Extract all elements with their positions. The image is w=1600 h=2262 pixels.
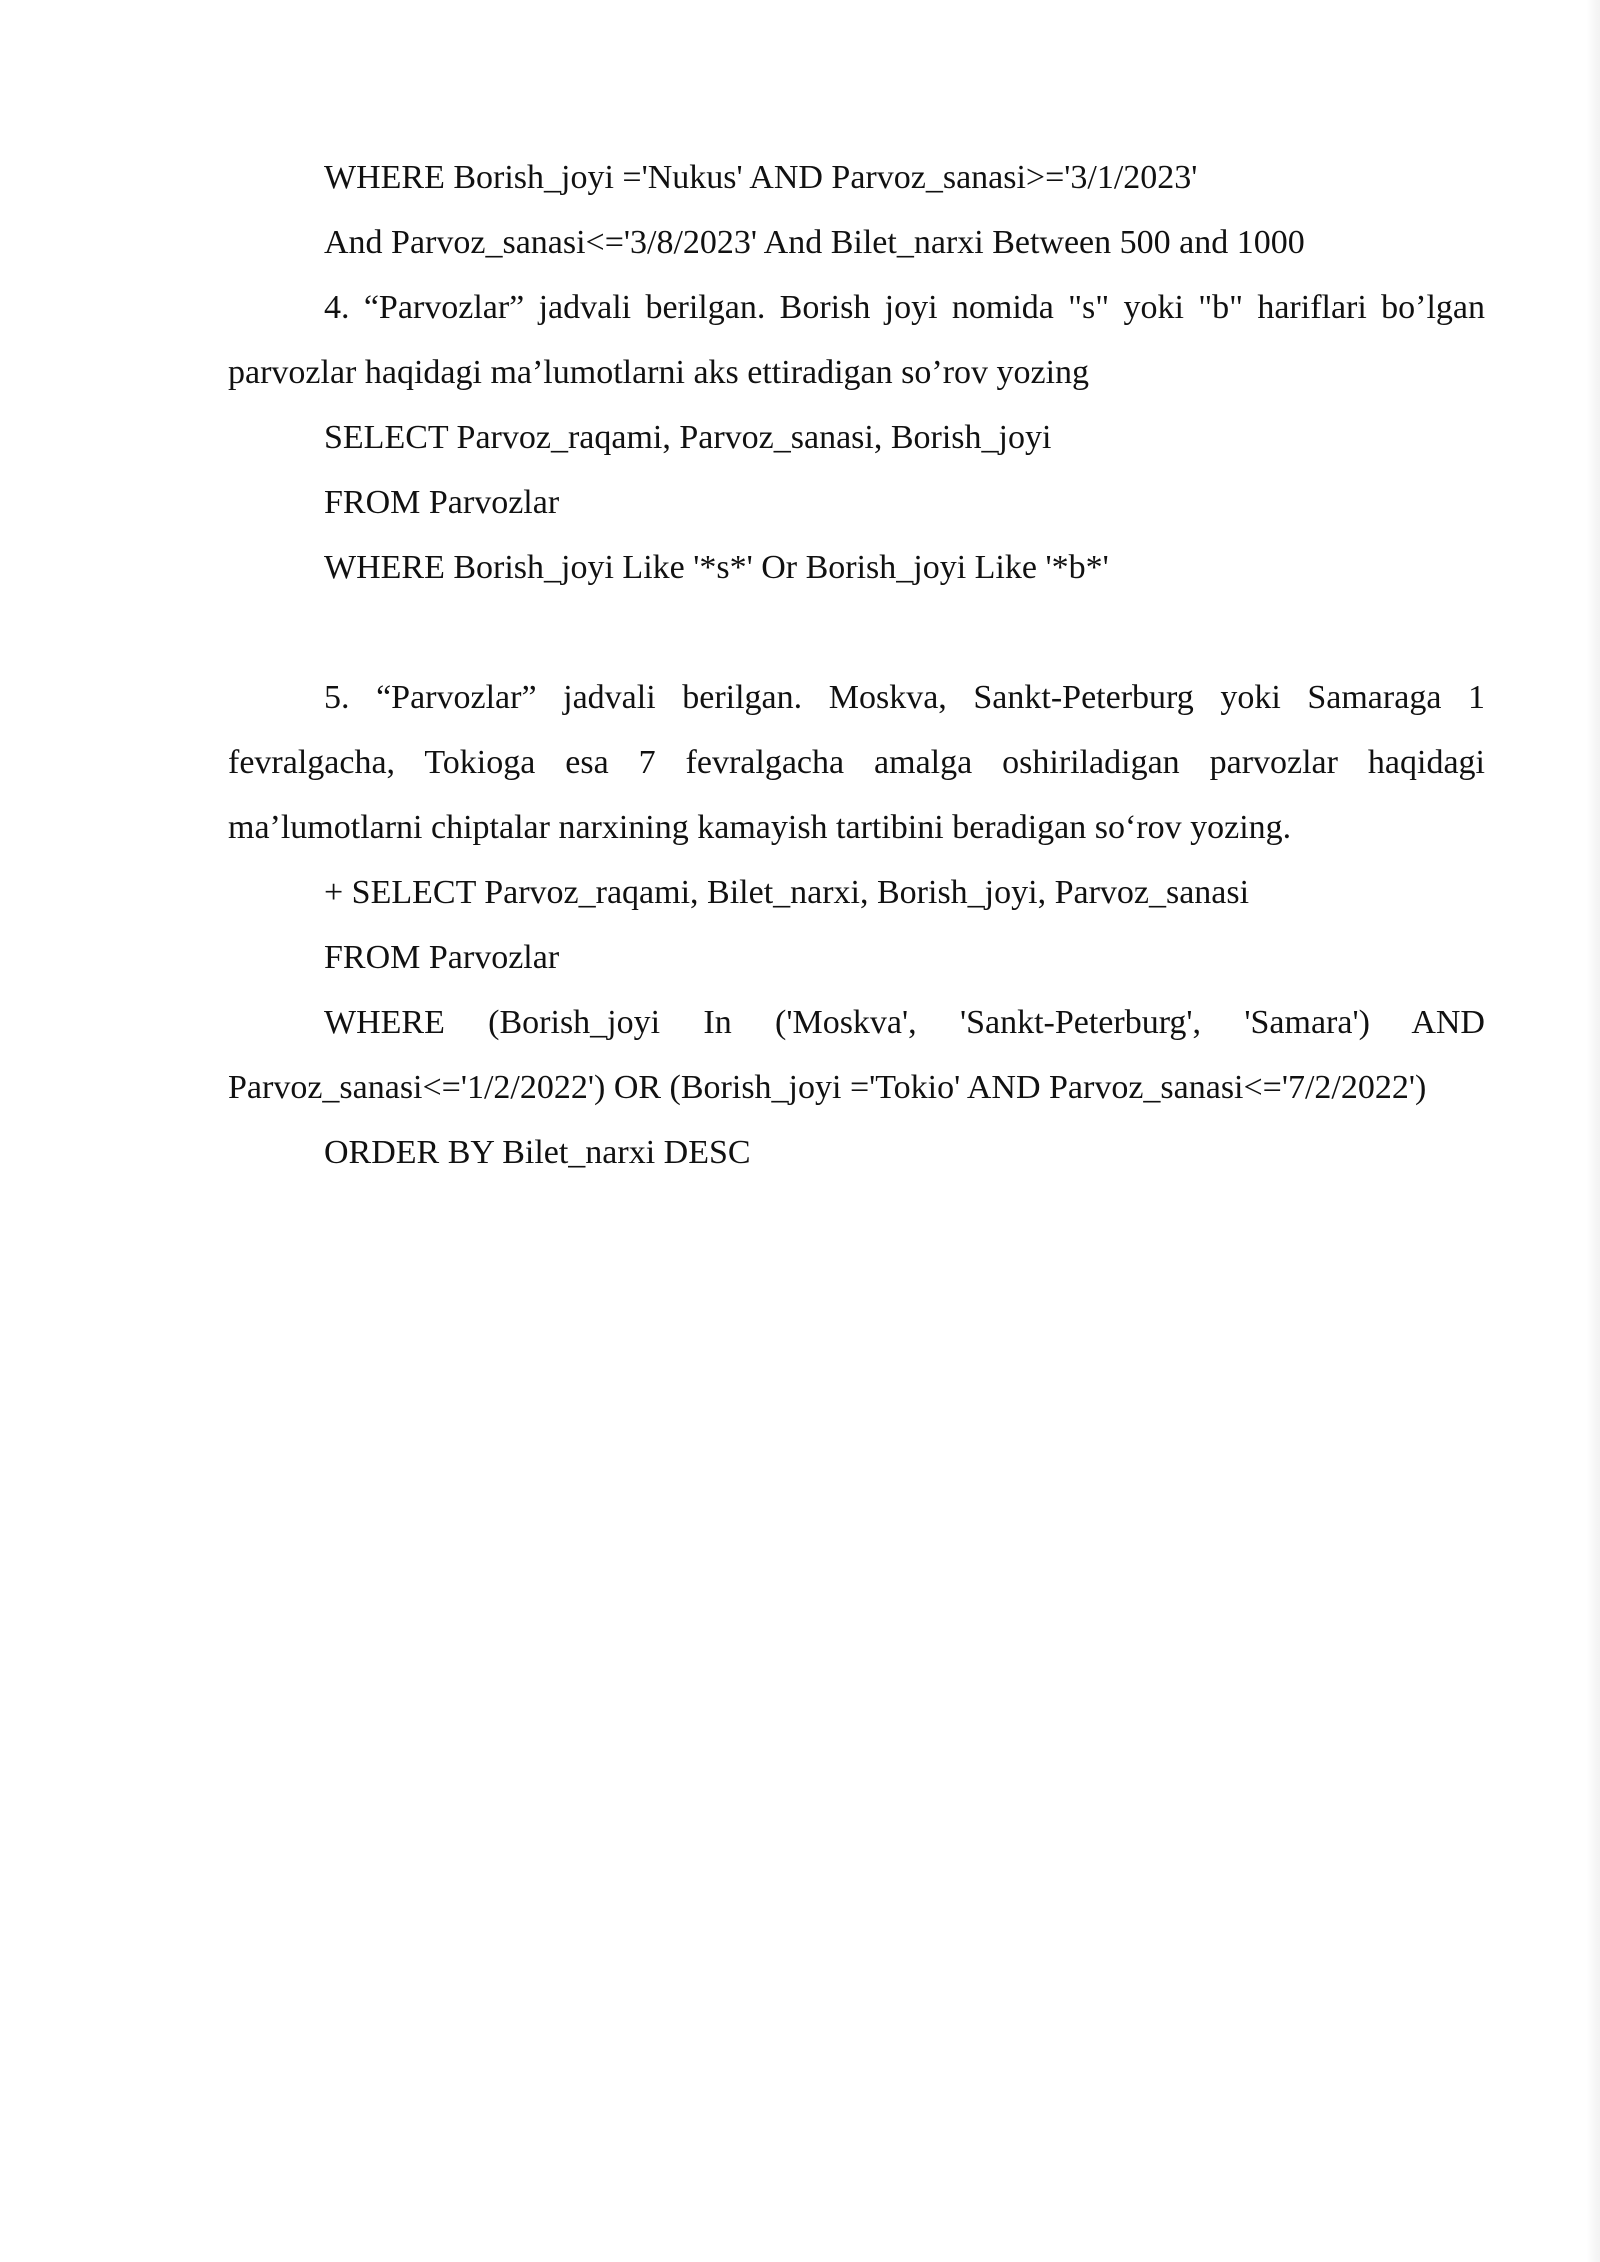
sql-where-line: WHERE Borish_joyi ='Nukus' AND Parvoz_sanasi>='3/1/2023' xyxy=(324,159,1198,196)
task-5-from: FROM Parvozlar xyxy=(324,939,560,976)
sql-and-line: And Parvoz_sanasi<='3/8/2023' And Bilet_narxi Between 500 and 1000 xyxy=(324,224,1305,261)
task-4-from: FROM Parvozlar xyxy=(324,484,560,521)
blank-line xyxy=(228,600,1485,665)
task-4-paragraph: 4. “Parvozlar” jadvali berilgan. Borish joyi nomida "s" yoki "b" hariflari bo’lgan parvozlar haqidagi ma’lumotlarni aks ettiradigan so’rov yozing xyxy=(228,289,1485,391)
task-5-where: WHERE (Borish_joyi In ('Moskva', 'Sankt-Peterburg', 'Samara') AND Parvoz_sanasi<='1/2/2022') OR (Borish_joyi ='Tokio' AND Parvoz_sanasi<='7/2/2022') xyxy=(228,1004,1485,1106)
task-4-where: WHERE Borish_joyi Like '*s*' Or Borish_joyi Like '*b*' xyxy=(324,549,1109,586)
task-5-paragraph: 5. “Parvozlar” jadvali berilgan. Moskva, Sankt-Peterburg yoki Samaraga 1 fevralgacha, Tokioga esa 7 fevralgacha amalga oshiriladigan parvozlar haqidagi ma’lumotlarni chiptalar narxining kamayish tartibini beradigan so‘rov yozing. xyxy=(228,679,1485,846)
page-edge-shadow xyxy=(1586,0,1600,2262)
task-5-select: + SELECT Parvoz_raqami, Bilet_narxi, Borish_joyi, Parvoz_sanasi xyxy=(324,874,1250,911)
task-4-select: SELECT Parvoz_raqami, Parvoz_sanasi, Borish_joyi xyxy=(324,419,1052,456)
task-5-order: ORDER BY Bilet_narxi DESC xyxy=(324,1134,751,1171)
document-body xyxy=(228,145,1485,1185)
